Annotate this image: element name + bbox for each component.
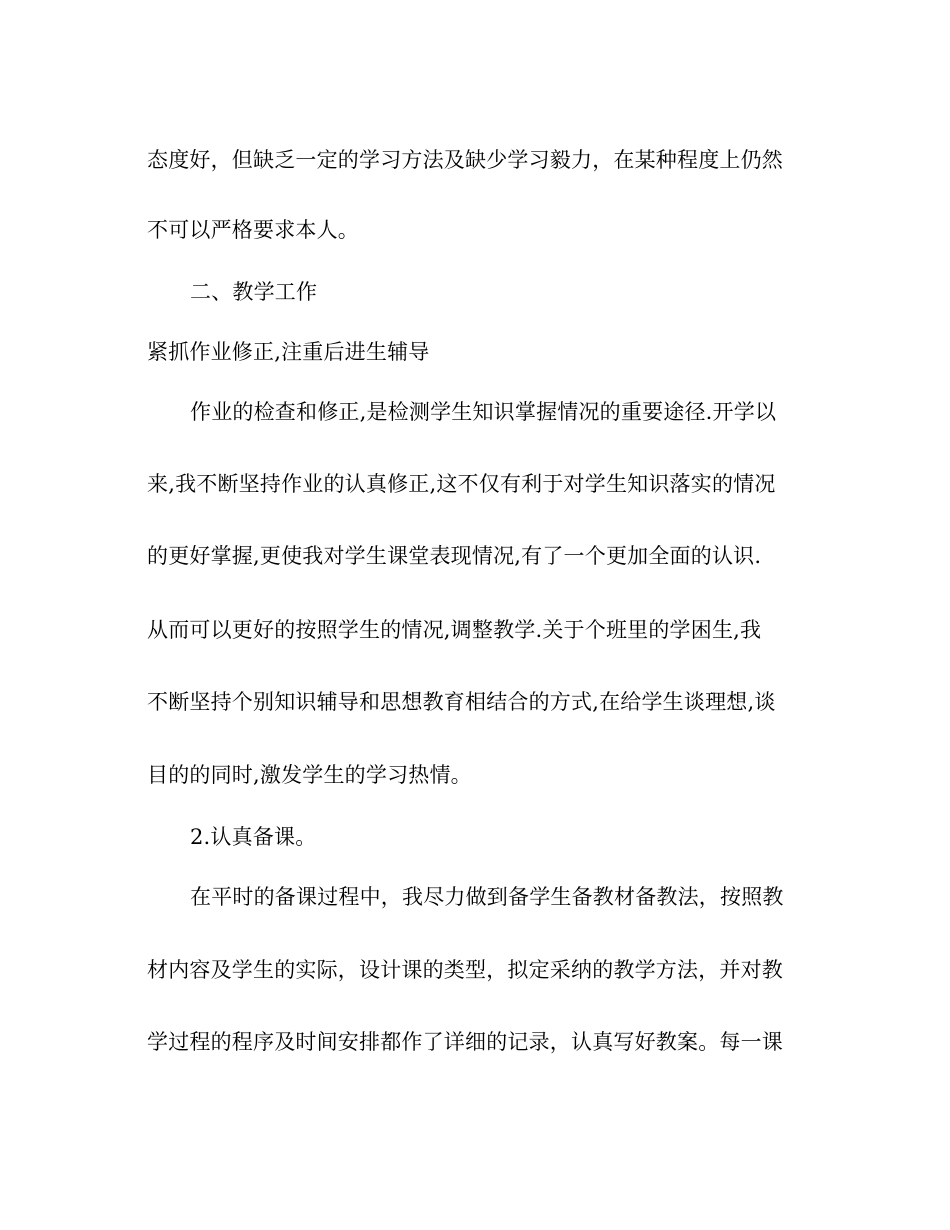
paragraph-line-7: 的更好掌握,更使我对学生课堂表现情况,有了一个更加全面的认识. — [147, 544, 762, 568]
paragraph-line-6: 来,我不断坚持作业的认真修正,这不仅有利于对学生知识落实的情况 — [147, 472, 776, 496]
paragraph-line-1: 态度好，但缺乏一定的学习方法及缺少学习毅力，在某种程度上仍然 — [147, 148, 783, 172]
subheading: 紧抓作业修正,注重后进生辅导 — [147, 340, 430, 364]
paragraph-line-12: 在平时的备课过程中，我尽力做到备学生备教材备教法，按照教 — [190, 885, 784, 909]
paragraph-line-8: 从而可以更好的按照学生的情况,调整教学.关于个班里的学困生,我 — [147, 618, 762, 642]
numbered-heading: 2.认真备课。 — [190, 825, 317, 849]
paragraph-line-5: 作业的检查和修正,是检测学生知识掌握情况的重要途径.开学以 — [190, 400, 777, 424]
paragraph-line-9: 不断坚持个别知识辅导和思想教育相结合的方式,在给学生谈理想,谈 — [147, 690, 776, 714]
section-heading: 二、教学工作 — [190, 280, 318, 304]
paragraph-line-10: 目的的同时,激发学生的学习热情。 — [147, 763, 472, 787]
paragraph-line-14: 学过程的程序及时间安排都作了详细的记录，认真写好教案。每一课 — [147, 1030, 783, 1054]
paragraph-line-13: 材内容及学生的实际，设计课的类型，拟定采纳的教学方法，并对教 — [147, 958, 783, 982]
paragraph-line-2: 不可以严格要求本人。 — [147, 218, 359, 242]
